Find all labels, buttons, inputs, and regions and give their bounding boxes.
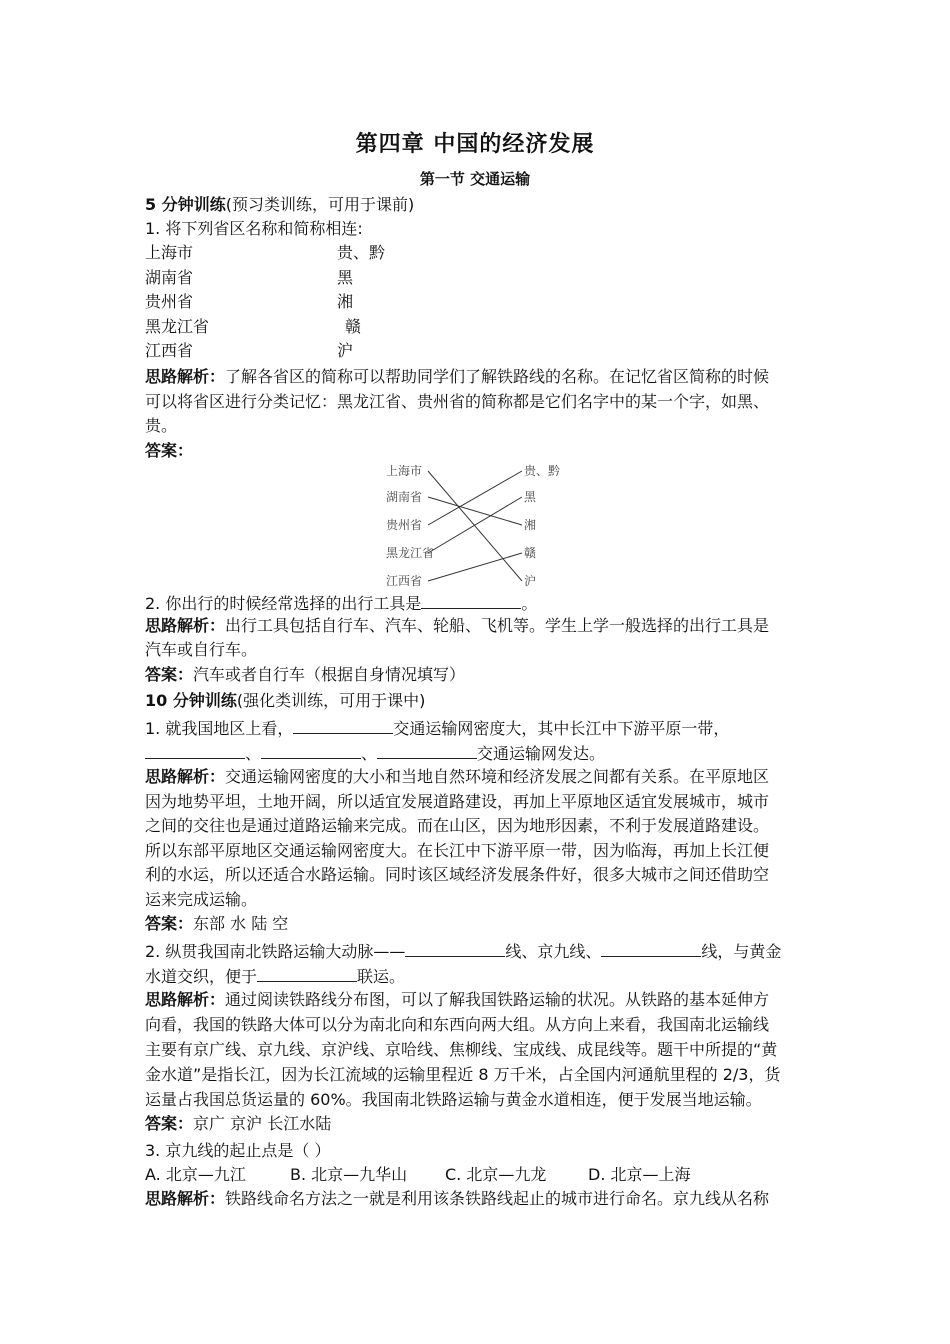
- p2q2-prompt: 2. 纵贯我国南北铁路运输大动脉—— 线、京九线、 线，与黄金: [145, 942, 782, 961]
- q2-analysis-line: 汽车或自行车。: [145, 640, 258, 659]
- province-abbr: 赣: [345, 317, 362, 336]
- p2q1-answer: 答案：东部 水 陆 空: [145, 914, 289, 933]
- part1-header: [145, 194, 414, 216]
- analysis-label: 思路解析：: [145, 767, 226, 786]
- option-d[interactable]: D. 北京—上海: [588, 1165, 691, 1184]
- answer-blank[interactable]: [257, 965, 357, 982]
- province-abbr: 湘: [337, 292, 354, 311]
- diagram-left-label: 贵州省: [386, 518, 423, 532]
- answer-label: 答案：: [145, 914, 194, 933]
- chapter-title: 第四章 中国的经济发展: [355, 132, 595, 157]
- p2q2-analysis-line: 思路解析：通过阅读铁路线分布图，可以了解我国铁路运输的状况。从铁路的基本延伸方: [145, 990, 770, 1009]
- p2q2-answer: 答案：京广 京沪 长江水陆: [145, 1114, 332, 1133]
- province-name: 贵州省: [145, 292, 194, 311]
- diagram-left-label: 上海市: [386, 464, 423, 478]
- p2q1-prompt-cont: 、 、 交通运输网发达。: [145, 742, 605, 765]
- p2q2-analysis-line: 向看，我国的铁路大体可以分为南北向和东西向两大组。从方向上来看，我国南北运输线: [145, 1015, 770, 1034]
- diagram-right-label: 湘: [524, 518, 537, 532]
- answer-blank[interactable]: [145, 742, 245, 759]
- match-line-jiangxi: [428, 553, 522, 581]
- match-line-shanghai: [428, 471, 522, 581]
- diagram-right-label: 贵、黔: [524, 464, 561, 478]
- answer-blank[interactable]: [261, 742, 361, 759]
- p2q1-analysis-line: 利的水运，所以还适合水路运输。同时该区域经济发展条件好，很多大城市之间还借助空: [145, 865, 770, 884]
- p2q1-analysis-line: 之间的交往也是通过道路运输来完成。而在山区，因为地形因素，不利于发展道路建设。: [145, 816, 770, 835]
- option-a[interactable]: A. 北京—九江: [145, 1165, 246, 1184]
- diagram-right-label: 赣: [524, 546, 537, 560]
- analysis-label: 思路解析：: [145, 1189, 226, 1208]
- part2-header-bold: 10 分钟训练: [145, 691, 237, 710]
- match-line-guizhou: [428, 471, 522, 525]
- province-name: 上海市: [145, 243, 194, 262]
- p2q1-prompt: 1. 就我国地区上看， 交通运输网密度大，其中长江中下游平原一带，: [145, 719, 730, 738]
- q2-prompt: 2. 你出行的时候经常选择的出行工具是 。: [145, 594, 538, 613]
- province-name: 湖南省: [145, 268, 194, 287]
- answer-blank[interactable]: [293, 717, 393, 734]
- q2-analysis-line: 思路解析：出行工具包括自行车、汽车、轮船、飞机等。学生上学一般选择的出行工具是: [145, 616, 770, 635]
- p2q1-analysis-line: 运来完成运输。: [145, 890, 258, 909]
- answer-label: 答案：: [145, 665, 194, 684]
- option-c[interactable]: C. 北京—九龙: [445, 1165, 547, 1184]
- part1-header-rest: (预习类训练，可用于课前): [225, 195, 415, 214]
- q1-analysis-line: 贵。: [145, 416, 178, 435]
- p2q1-analysis-line: 思路解析：交通运输网密度的大小和当地自然环境和经济发展之间都有关系。在平原地区: [145, 767, 770, 786]
- matching-diagram: [380, 455, 580, 595]
- option-b[interactable]: B. 北京—九华山: [290, 1165, 408, 1184]
- answer-blank[interactable]: [601, 940, 701, 957]
- p2q2-analysis-line: 运量占我国总货运量的 60%。我国南北铁路运输与黄金水道相连，便于发展当地运输。: [145, 1090, 762, 1109]
- diagram-left-label: 江西省: [386, 574, 423, 588]
- q2-answer: 答案：汽车或者自行车（根据自身情况填写）: [145, 665, 466, 684]
- answer-blank[interactable]: [377, 742, 477, 759]
- p2q1-analysis-line: 所以东部平原地区交通运输网密度大。在长江中下游平原一带，因为临海，再加上长江便: [145, 841, 770, 860]
- p2q2-prompt-cont: 水道交织，便于 联运。: [145, 967, 406, 986]
- answer-label: 答案：: [145, 441, 194, 460]
- p2q1-analysis-line: 因为地势平坦，土地开阔，所以适宜发展道路建设，再加上平原地区适宜发展城市，城市: [145, 792, 770, 811]
- analysis-label: 思路解析：: [145, 990, 226, 1009]
- p2q2-analysis-line: 金水道”是指长江，因为长江流域的运输里程近 8 万千米，占全国内河通航里程的 2/3，货: [145, 1065, 781, 1084]
- province-abbr: 贵、黔: [337, 243, 386, 262]
- answer-blank[interactable]: [405, 940, 505, 957]
- diagram-right-label: 沪: [524, 574, 537, 588]
- answer-blank[interactable]: [421, 592, 521, 609]
- p2q2-analysis-line: 主要有京广线、京九线、京沪线、京哈线、焦柳线、宝成线、成昆线等。题干中所提的“黄: [145, 1040, 778, 1059]
- province-abbr: 沪: [337, 341, 354, 360]
- q1-prompt: 1. 将下列省区名称和简称相连:: [145, 219, 363, 238]
- diagram-right-label: 黑: [524, 490, 537, 504]
- diagram-left-label: 黑龙江省: [386, 546, 435, 560]
- diagram-left-label: 湖南省: [386, 490, 423, 504]
- analysis-label: 思路解析：: [145, 616, 226, 635]
- p2q3-analysis-line: 思路解析：铁路线命名方法之一就是利用该条铁路线起止的城市进行命名。京九线从名称: [145, 1189, 770, 1208]
- part2-header: [145, 690, 425, 712]
- province-name: 江西省: [145, 341, 194, 360]
- answer-label: 答案：: [145, 1114, 194, 1133]
- match-line-heilongjiang: [428, 497, 522, 553]
- province-abbr: 黑: [337, 268, 354, 287]
- p2q3-prompt: 3. 京九线的起止点是（ ）: [145, 1141, 331, 1160]
- part1-header-bold: 5 分钟训练: [145, 195, 226, 214]
- q1-analysis-line: 可以将省区进行分类记忆：黑龙江省、贵州省的简称都是它们名字中的某一个字，如黑、: [145, 392, 770, 411]
- q1-analysis-line: 思路解析：了解各省区的简称可以帮助同学们了解铁路线的名称。在记忆省区简称的时候: [145, 367, 770, 386]
- analysis-label: 思路解析：: [145, 367, 226, 386]
- match-line-hunan: [428, 497, 522, 525]
- province-name: 黑龙江省: [145, 317, 210, 336]
- part2-header-rest: (强化类训练，可用于课中): [236, 691, 426, 710]
- section-title: 第一节 交通运输: [419, 170, 531, 188]
